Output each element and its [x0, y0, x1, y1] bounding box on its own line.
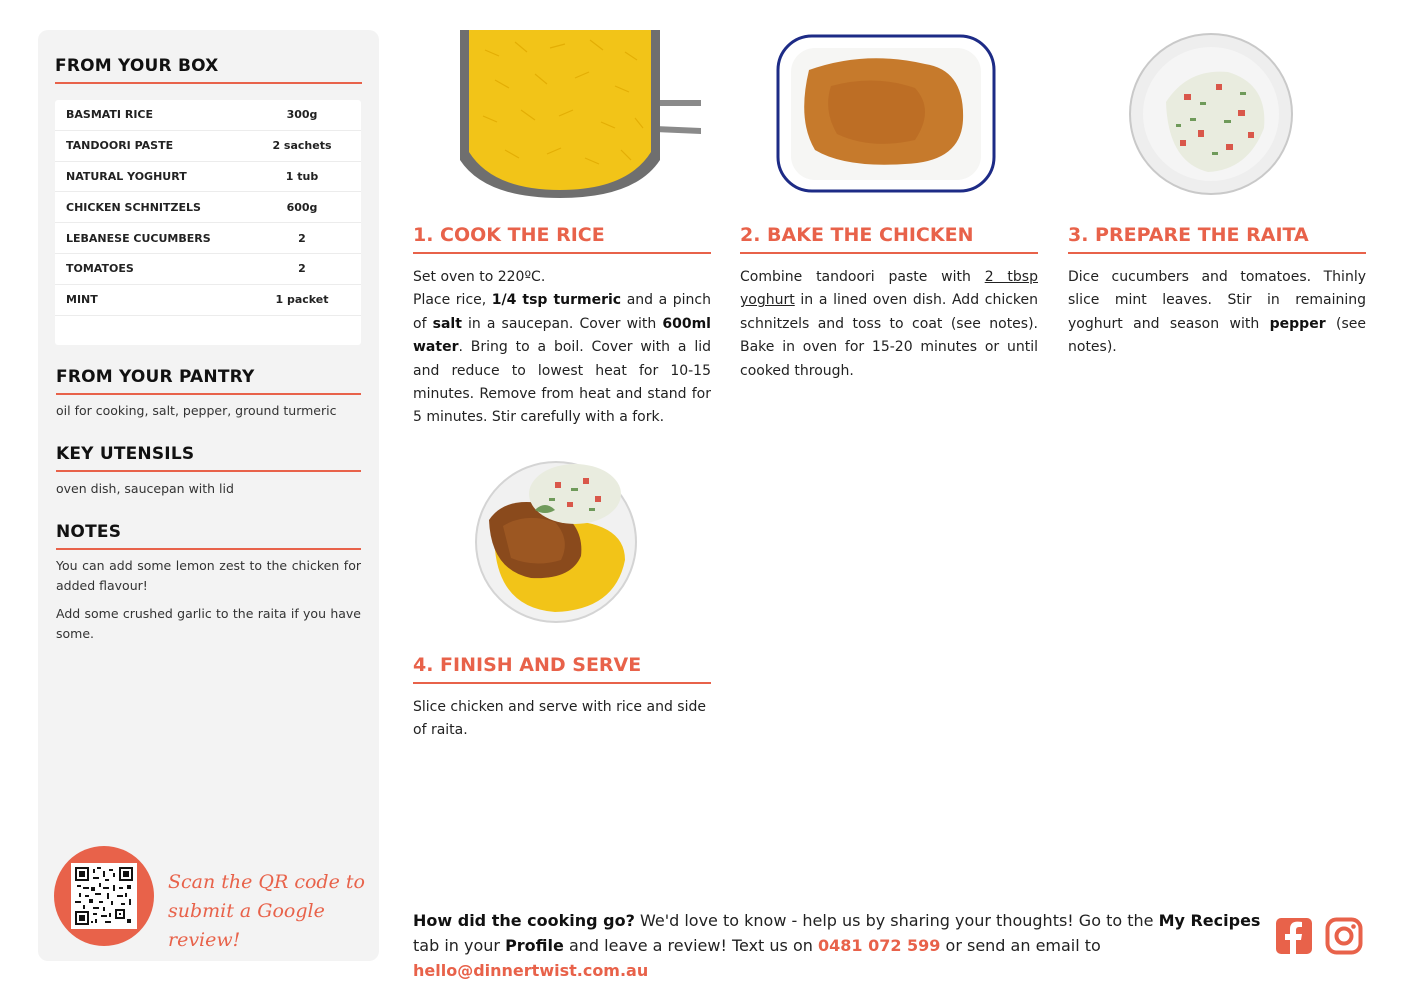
pantry-title: FROM YOUR PANTRY: [56, 367, 361, 395]
table-row: [55, 223, 361, 254]
ingredient-name: TOMATOES: [66, 262, 134, 276]
step-3-body: [1068, 266, 1366, 360]
ingredient-qty: 600g: [286, 200, 318, 214]
qr-code-icon[interactable]: [71, 863, 137, 929]
text: and a pinch of: [413, 292, 711, 332]
underlined-text: 2 tbsp yoghurt: [740, 269, 1038, 309]
step-4-title: 4. FINISH AND SERVE: [413, 654, 711, 684]
ingredient-qty: 2: [298, 262, 306, 276]
text: Place rice,: [413, 292, 492, 309]
text: (see notes).: [1068, 315, 1367, 356]
notes-title: NOTES: [56, 522, 361, 550]
text: in a saucepan. Cover with: [461, 315, 663, 332]
table-row: [55, 254, 361, 285]
table-row: [55, 100, 361, 131]
text: in a lined oven dish. Add chicken schnitzels and toss to coat (see notes). Bake in oven for 15-20 minutes or until cooked through.: [740, 292, 1038, 379]
ingredient-name: LEBANESE CUCUMBERS: [66, 231, 211, 245]
ingredient-name: MINT: [66, 293, 98, 307]
step-2-body: [740, 266, 1038, 383]
raita-bowl-image: [1128, 32, 1294, 196]
text: Dice cucumbers and tomatoes. Thinly slice mint leaves. Stir in remaining yoghurt and season with: [1068, 269, 1366, 332]
pantry-text: oil for cooking, salt, pepper, ground turmeric: [56, 403, 337, 418]
ingredient-name: CHICKEN SCHNITZELS: [66, 200, 201, 214]
sidebar: [38, 30, 379, 961]
rice-pot-image: [455, 30, 705, 198]
finished-plate-image: [475, 460, 637, 624]
facebook-icon[interactable]: [1275, 917, 1313, 955]
step-1-paragraph: [413, 289, 711, 429]
step-1-line: Set oven to 220ºC.: [413, 269, 546, 285]
ingredient-name: NATURAL YOGHURT: [66, 169, 187, 183]
step-1-body: [413, 266, 711, 430]
text: Slice chicken and serve with rice and side of raita.: [413, 699, 706, 739]
step-4-body: [413, 696, 711, 743]
bold-text: How did the cooking go?: [413, 911, 635, 930]
phone-link[interactable]: 0481 072 599: [817, 936, 941, 955]
text: tab in your: [413, 936, 506, 955]
ingredient-qty: 2 sachets: [272, 139, 332, 153]
qr-caption-line: Scan the QR code to: [168, 871, 365, 893]
text: Combine tandoori paste with: [740, 269, 985, 285]
instagram-icon[interactable]: [1325, 917, 1363, 955]
footer-feedback: [413, 908, 1263, 983]
text: . Bring to a boil. Cover with a lid and reduce to lowest heat for 10-15 minutes. Remove from heat and stand for 5 minutes. Stir carefully with a fork.: [413, 339, 711, 426]
bold-text: salt: [432, 315, 462, 332]
bold-text: Profile: [505, 936, 564, 955]
bold-text: My Recipes: [1158, 911, 1261, 930]
ingredient-qty: 1 packet: [275, 293, 329, 307]
step-1-title: 1. COOK THE RICE: [413, 224, 711, 254]
note-item: Add some crushed garlic to the raita if you have some.: [56, 606, 361, 641]
oven-dish-image: [775, 30, 997, 195]
ingredient-name: TANDOORI PASTE: [66, 139, 174, 153]
bold-text: 600ml water: [413, 315, 711, 356]
ingredient-qty: 1 tub: [285, 169, 319, 183]
step-2-title: 2. BAKE THE CHICKEN: [740, 224, 1038, 254]
table-row: [55, 192, 361, 223]
text: and leave a review! Text us on: [563, 936, 818, 955]
table-row: [55, 162, 361, 193]
from-box-title: FROM YOUR BOX: [55, 56, 362, 84]
ingredient-name: BASMATI RICE: [66, 108, 154, 122]
utensils-title: KEY UTENSILS: [56, 444, 361, 472]
text: We'd love to know - help us by sharing your thoughts! Go to the: [634, 911, 1159, 930]
ingredients-table: [55, 100, 361, 345]
note-item: You can add some lemon zest to the chicken for added flavour!: [56, 558, 361, 593]
bold-text: pepper: [1269, 315, 1326, 332]
table-row: [55, 131, 361, 162]
utensils-text: oven dish, saucepan with lid: [56, 481, 234, 496]
qr-caption-line: submit a Google review!: [168, 900, 325, 951]
text: or send an email to: [940, 936, 1101, 955]
qr-badge: [54, 846, 154, 946]
ingredient-qty: 300g: [286, 108, 318, 122]
step-3-title: 3. PREPARE THE RAITA: [1068, 224, 1366, 254]
qr-caption: [168, 868, 368, 955]
qr-code-graphic: [75, 867, 133, 925]
table-row: [55, 285, 361, 316]
bold-text: 1/4 tsp turmeric: [491, 292, 622, 309]
ingredient-qty: 2: [298, 231, 306, 245]
email-link[interactable]: hello@dinnertwist.com.au: [413, 961, 649, 980]
